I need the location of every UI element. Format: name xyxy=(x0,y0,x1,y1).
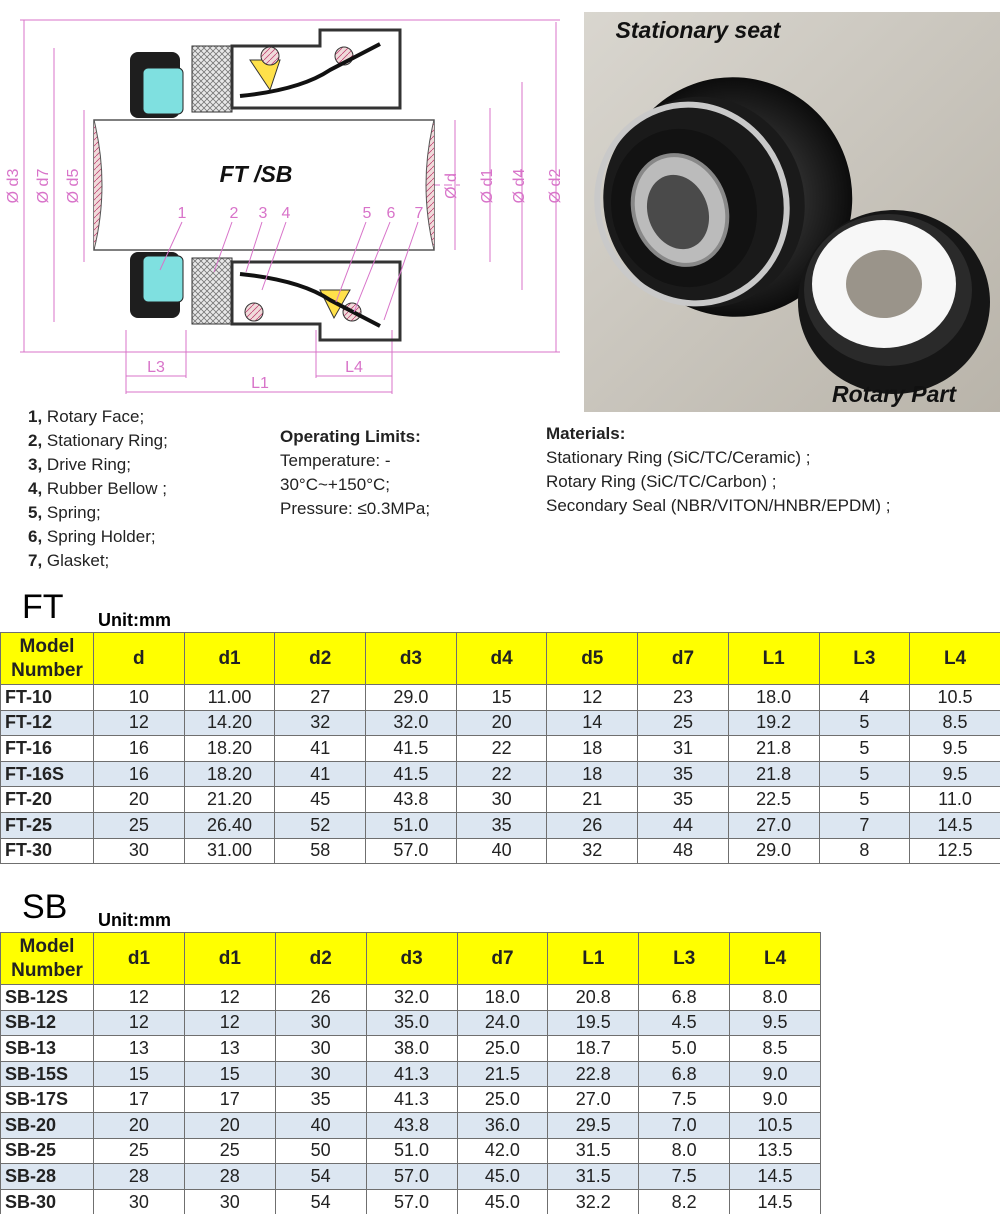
table-cell: 22.8 xyxy=(548,1061,639,1087)
column-header: d4 xyxy=(456,633,547,685)
column-header: L4 xyxy=(910,633,1000,685)
table-cell: 20 xyxy=(94,787,185,813)
model-number-cell: FT-10 xyxy=(1,685,94,711)
model-number-cell: FT-20 xyxy=(1,787,94,813)
rotary-part-label: Rotary Part xyxy=(832,381,956,407)
column-header: L3 xyxy=(819,633,910,685)
table-cell: 57.0 xyxy=(366,838,457,864)
table-cell: 30 xyxy=(275,1010,366,1036)
table-cell: 21.8 xyxy=(728,736,819,762)
model-number-cell: FT-12 xyxy=(1,710,94,736)
table-cell: 10.5 xyxy=(910,685,1000,711)
table-cell: 4.5 xyxy=(639,1010,730,1036)
column-header: d5 xyxy=(547,633,638,685)
table-cell: 25 xyxy=(94,812,185,838)
table-cell: 30 xyxy=(456,787,547,813)
callout-4: 4 xyxy=(281,205,291,222)
table-cell: 51.0 xyxy=(366,812,457,838)
table-cell: 41 xyxy=(275,736,366,762)
table-cell: 8.5 xyxy=(730,1036,821,1062)
length-l4-label: L4 xyxy=(345,359,363,376)
table-cell: 42.0 xyxy=(457,1138,548,1164)
callout-3: 3 xyxy=(258,205,268,222)
column-header: L1 xyxy=(548,933,639,985)
sb-unit-label: Unit:mm xyxy=(98,910,171,930)
table-cell: 12.5 xyxy=(910,838,1000,864)
table-cell: 54 xyxy=(275,1189,366,1214)
table-cell: 44 xyxy=(638,812,729,838)
table-cell: 35 xyxy=(456,812,547,838)
table-cell: 18.20 xyxy=(184,736,275,762)
table-cell: 5 xyxy=(819,736,910,762)
column-header: d7 xyxy=(638,633,729,685)
dim-d-label: Ø d xyxy=(443,173,460,199)
table-cell: 31 xyxy=(638,736,729,762)
table-cell: 17 xyxy=(184,1087,275,1113)
table-cell: 24.0 xyxy=(457,1010,548,1036)
table-cell: 54 xyxy=(275,1164,366,1190)
operating-limits xyxy=(280,425,430,521)
table-cell: 21.5 xyxy=(457,1061,548,1087)
table-cell: 10.5 xyxy=(730,1112,821,1138)
model-number-cell: FT-30 xyxy=(1,838,94,864)
table-cell: 25 xyxy=(94,1138,185,1164)
model-number-header: Model Number xyxy=(1,933,94,985)
table-cell: 7.5 xyxy=(639,1164,730,1190)
table-cell: 35.0 xyxy=(366,1010,457,1036)
table-cell: 41.5 xyxy=(366,761,457,787)
table-row xyxy=(1,1036,821,1062)
parts-list-item: 5, Spring; xyxy=(28,503,101,522)
table-cell: 13 xyxy=(94,1036,185,1062)
table-cell: 32.0 xyxy=(366,985,457,1011)
table-cell: 15 xyxy=(184,1061,275,1087)
materials-line: Secondary Seal (NBR/VITON/HNBR/EPDM) ; xyxy=(546,496,891,515)
table-cell: 30 xyxy=(275,1036,366,1062)
table-cell: 40 xyxy=(275,1112,366,1138)
parts-list xyxy=(28,405,168,573)
table-cell: 14.5 xyxy=(730,1164,821,1190)
table-cell: 45.0 xyxy=(457,1164,548,1190)
table-cell: 18 xyxy=(547,761,638,787)
column-header: d1 xyxy=(184,633,275,685)
table-cell: 9.5 xyxy=(730,1010,821,1036)
limits-line: Temperature: - xyxy=(280,451,391,470)
table-cell: 21 xyxy=(547,787,638,813)
table-cell: 22.5 xyxy=(728,787,819,813)
table-cell: 57.0 xyxy=(366,1164,457,1190)
model-number-cell: SB-20 xyxy=(1,1112,94,1138)
model-number-cell: SB-15S xyxy=(1,1061,94,1087)
product-photo xyxy=(584,12,1000,412)
materials-line: Stationary Ring (SiC/TC/Ceramic) ; xyxy=(546,448,811,467)
table-row xyxy=(1,985,821,1011)
table-cell: 26 xyxy=(275,985,366,1011)
table-cell: 41.3 xyxy=(366,1087,457,1113)
table-cell: 20 xyxy=(184,1112,275,1138)
table-cell: 43.8 xyxy=(366,787,457,813)
table-cell: 18.0 xyxy=(728,685,819,711)
table-cell: 11.00 xyxy=(184,685,275,711)
table-cell: 30 xyxy=(94,838,185,864)
table-cell: 11.0 xyxy=(910,787,1000,813)
dim-d5-label: Ø d5 xyxy=(65,168,82,204)
table-cell: 30 xyxy=(275,1061,366,1087)
table-cell: 32.0 xyxy=(366,710,457,736)
model-number-cell: FT-16 xyxy=(1,736,94,762)
table-cell: 32.2 xyxy=(548,1189,639,1214)
limits-line: 30°C~+150°C; xyxy=(280,475,391,494)
seal-cross-section-diagram xyxy=(0,0,580,400)
table-cell: 27.0 xyxy=(548,1087,639,1113)
table-cell: 29.0 xyxy=(366,685,457,711)
table-cell: 50 xyxy=(275,1138,366,1164)
table-row xyxy=(1,787,1000,813)
table-cell: 23 xyxy=(638,685,729,711)
callout-5: 5 xyxy=(362,205,372,222)
table-cell: 57.0 xyxy=(366,1189,457,1214)
table-cell: 4 xyxy=(819,685,910,711)
table-cell: 41.3 xyxy=(366,1061,457,1087)
dim-d7-label: Ø d7 xyxy=(35,168,52,204)
sb-section-title: SB xyxy=(22,888,68,926)
model-number-cell: SB-17S xyxy=(1,1087,94,1113)
table-cell: 28 xyxy=(184,1164,275,1190)
column-header: d xyxy=(94,633,185,685)
column-header: d2 xyxy=(275,933,366,985)
table-cell: 31.5 xyxy=(548,1138,639,1164)
table-row xyxy=(1,812,1000,838)
table-cell: 6.8 xyxy=(639,1061,730,1087)
table-cell: 45.0 xyxy=(457,1189,548,1214)
table-cell: 41.5 xyxy=(366,736,457,762)
table-cell: 12 xyxy=(184,985,275,1011)
parts-list-item: 6, Spring Holder; xyxy=(28,527,156,546)
table-row xyxy=(1,736,1000,762)
model-number-cell: SB-28 xyxy=(1,1164,94,1190)
table-cell: 5 xyxy=(819,787,910,813)
table-cell: 18.7 xyxy=(548,1036,639,1062)
table-cell: 8.5 xyxy=(910,710,1000,736)
table-row xyxy=(1,1138,821,1164)
table-cell: 18.0 xyxy=(457,985,548,1011)
length-l3-label: L3 xyxy=(147,359,165,376)
callout-2: 2 xyxy=(229,205,239,222)
parts-list-item: 7, Glasket; xyxy=(28,551,110,570)
table-cell: 14.5 xyxy=(910,812,1000,838)
sb-spec-table xyxy=(0,932,821,1214)
table-row xyxy=(1,1010,821,1036)
column-header: L1 xyxy=(728,633,819,685)
table-cell: 5 xyxy=(819,710,910,736)
table-cell: 20.8 xyxy=(548,985,639,1011)
dim-d1-label: Ø d1 xyxy=(479,168,496,204)
table-cell: 45 xyxy=(275,787,366,813)
table-cell: 28 xyxy=(94,1164,185,1190)
column-header: d7 xyxy=(457,933,548,985)
table-row xyxy=(1,1164,821,1190)
table-cell: 14.20 xyxy=(184,710,275,736)
table-cell: 58 xyxy=(275,838,366,864)
table-cell: 12 xyxy=(184,1010,275,1036)
table-cell: 51.0 xyxy=(366,1138,457,1164)
table-cell: 31.5 xyxy=(548,1164,639,1190)
table-cell: 15 xyxy=(456,685,547,711)
table-cell: 30 xyxy=(94,1189,185,1214)
column-header: d3 xyxy=(366,933,457,985)
product-photo-svg xyxy=(584,12,1000,412)
table-cell: 35 xyxy=(638,761,729,787)
table-cell: 8.0 xyxy=(730,985,821,1011)
table-cell: 9.0 xyxy=(730,1087,821,1113)
stationary-seat-label: Stationary seat xyxy=(615,17,781,43)
table-cell: 21.20 xyxy=(184,787,275,813)
table-cell: 7.0 xyxy=(639,1112,730,1138)
table-cell: 35 xyxy=(275,1087,366,1113)
parts-list-item: 3, Drive Ring; xyxy=(28,455,131,474)
table-cell: 14.5 xyxy=(730,1189,821,1214)
parts-list-item: 2, Stationary Ring; xyxy=(28,431,168,450)
table-cell: 7 xyxy=(819,812,910,838)
model-number-cell: SB-12S xyxy=(1,985,94,1011)
table-cell: 25.0 xyxy=(457,1036,548,1062)
column-header: d1 xyxy=(94,933,185,985)
table-header-row xyxy=(1,933,821,985)
table-row xyxy=(1,838,1000,864)
table-cell: 32 xyxy=(547,838,638,864)
table-header-row xyxy=(1,633,1000,685)
table-cell: 29.5 xyxy=(548,1112,639,1138)
parts-list-item: 4, Rubber Bellow ; xyxy=(28,479,167,498)
table-cell: 18.20 xyxy=(184,761,275,787)
table-cell: 22 xyxy=(456,736,547,762)
ft-section-title: FT xyxy=(22,588,64,626)
table-cell: 26.40 xyxy=(184,812,275,838)
table-row xyxy=(1,710,1000,736)
model-number-cell: FT-16S xyxy=(1,761,94,787)
table-cell: 38.0 xyxy=(366,1036,457,1062)
table-cell: 25.0 xyxy=(457,1087,548,1113)
table-cell: 10 xyxy=(94,685,185,711)
model-number-header: Model Number xyxy=(1,633,94,685)
table-cell: 5.0 xyxy=(639,1036,730,1062)
callout-1: 1 xyxy=(177,205,187,222)
table-cell: 48 xyxy=(638,838,729,864)
table-cell: 35 xyxy=(638,787,729,813)
model-number-cell: SB-30 xyxy=(1,1189,94,1214)
parts-list-item: 1, Rotary Face; xyxy=(28,407,145,426)
model-number-cell: FT-25 xyxy=(1,812,94,838)
table-cell: 9.5 xyxy=(910,736,1000,762)
column-header: d2 xyxy=(275,633,366,685)
table-row xyxy=(1,1189,821,1214)
dim-d4-label: Ø d4 xyxy=(511,168,528,204)
column-header: d1 xyxy=(184,933,275,985)
dim-d2-label: Ø d2 xyxy=(547,168,564,204)
table-cell: 40 xyxy=(456,838,547,864)
table-cell: 6.8 xyxy=(639,985,730,1011)
table-cell: 9.0 xyxy=(730,1061,821,1087)
callout-7: 7 xyxy=(414,205,424,222)
materials xyxy=(546,422,891,518)
table-cell: 20 xyxy=(456,710,547,736)
table-cell: 27 xyxy=(275,685,366,711)
table-cell: 30 xyxy=(184,1189,275,1214)
column-header: d3 xyxy=(366,633,457,685)
table-row xyxy=(1,1087,821,1113)
table-cell: 9.5 xyxy=(910,761,1000,787)
materials-line: Rotary Ring (SiC/TC/Carbon) ; xyxy=(546,472,777,491)
table-cell: 21.8 xyxy=(728,761,819,787)
column-header: L4 xyxy=(730,933,821,985)
table-cell: 27.0 xyxy=(728,812,819,838)
table-cell: 22 xyxy=(456,761,547,787)
limits-line: Pressure: ≤0.3MPa; xyxy=(280,499,431,518)
operating-limits-heading: Operating Limits: xyxy=(280,427,421,446)
ft-spec-table xyxy=(0,632,1000,864)
model-number-cell: SB-25 xyxy=(1,1138,94,1164)
table-cell: 8.0 xyxy=(639,1138,730,1164)
table-cell: 12 xyxy=(94,1010,185,1036)
table-cell: 16 xyxy=(94,736,185,762)
table-cell: 36.0 xyxy=(457,1112,548,1138)
diagram-svg xyxy=(0,0,580,400)
table-cell: 14 xyxy=(547,710,638,736)
table-cell: 41 xyxy=(275,761,366,787)
callout-6: 6 xyxy=(386,205,396,222)
table-cell: 13 xyxy=(184,1036,275,1062)
table-cell: 19.2 xyxy=(728,710,819,736)
dim-d3-label: Ø d3 xyxy=(5,168,22,204)
table-cell: 8 xyxy=(819,838,910,864)
table-cell: 17 xyxy=(94,1087,185,1113)
table-cell: 12 xyxy=(94,985,185,1011)
table-cell: 31.00 xyxy=(184,838,275,864)
table-row xyxy=(1,1061,821,1087)
column-header: L3 xyxy=(639,933,730,985)
ft-unit-label: Unit:mm xyxy=(98,610,171,630)
model-number-cell: SB-12 xyxy=(1,1010,94,1036)
table-cell: 29.0 xyxy=(728,838,819,864)
table-cell: 7.5 xyxy=(639,1087,730,1113)
table-cell: 15 xyxy=(94,1061,185,1087)
table-cell: 12 xyxy=(547,685,638,711)
table-cell: 43.8 xyxy=(366,1112,457,1138)
table-cell: 32 xyxy=(275,710,366,736)
table-cell: 8.2 xyxy=(639,1189,730,1214)
table-cell: 16 xyxy=(94,761,185,787)
table-cell: 19.5 xyxy=(548,1010,639,1036)
table-cell: 25 xyxy=(638,710,729,736)
table-cell: 26 xyxy=(547,812,638,838)
table-row xyxy=(1,761,1000,787)
table-cell: 5 xyxy=(819,761,910,787)
table-cell: 12 xyxy=(94,710,185,736)
table-cell: 13.5 xyxy=(730,1138,821,1164)
table-cell: 25 xyxy=(184,1138,275,1164)
length-l1-label: L1 xyxy=(251,375,269,392)
table-cell: 18 xyxy=(547,736,638,762)
model-number-cell: SB-13 xyxy=(1,1036,94,1062)
table-cell: 20 xyxy=(94,1112,185,1138)
diagram-title: FT /SB xyxy=(219,161,293,187)
materials-heading: Materials: xyxy=(546,424,626,443)
table-row xyxy=(1,685,1000,711)
table-row xyxy=(1,1112,821,1138)
table-cell: 52 xyxy=(275,812,366,838)
